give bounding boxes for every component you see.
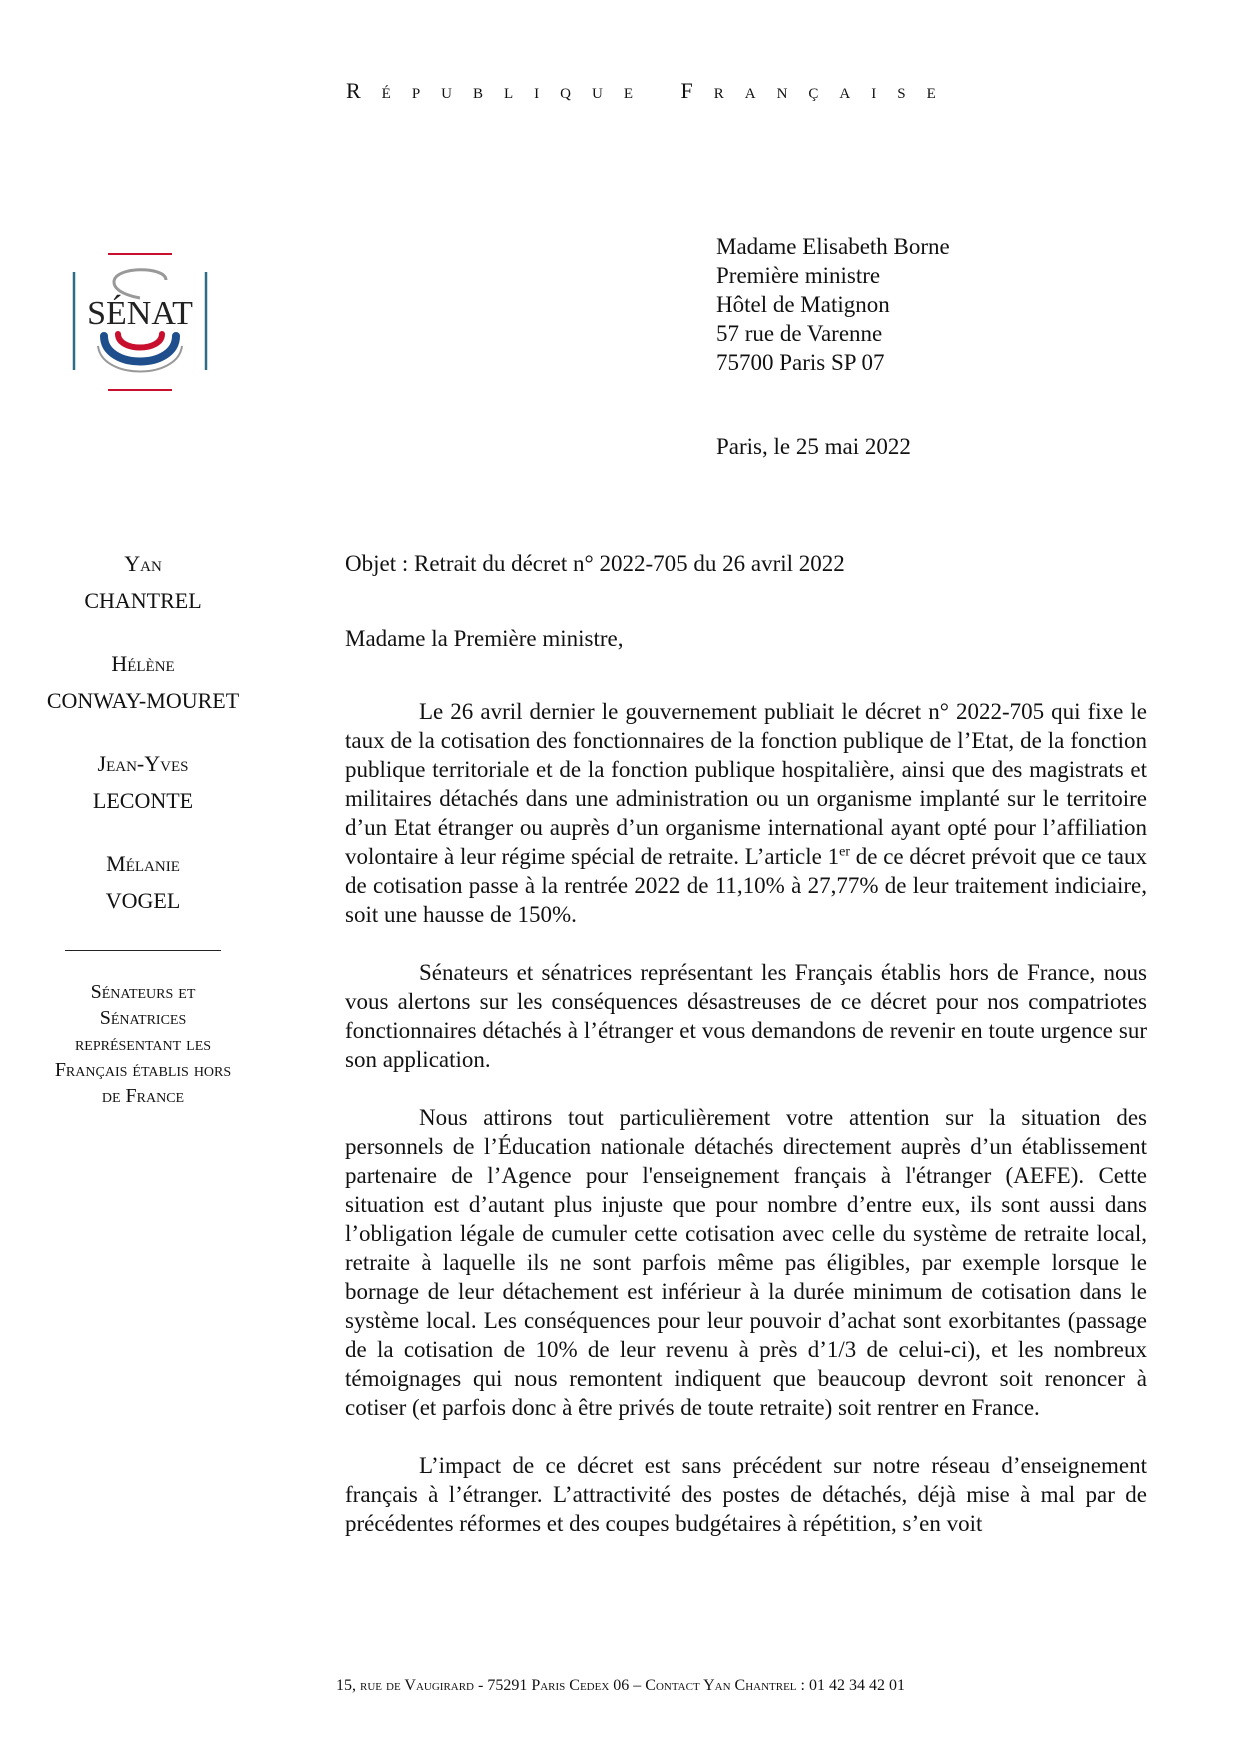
recipient-line: Première ministre: [716, 263, 881, 288]
paragraph-text: Le 26 avril dernier le gouvernement publiait le décret n° 2022-705 qui fixe le taux de la cotisation des fonctionnaires de la fonction publique de l’Etat, de la fonction publique territoriale et de la fonction publique hospitalière, ainsi que des magistrats et militaires détachés dans une administration ou un organisme implanté sur le territoire d’un Etat étranger ou auprès d’un organisme international ayant opté pour l’affiliation volontaire à leur régime spécial de retraite. L’article 1: [345, 699, 1147, 869]
letter-paragraph-1: [345, 697, 1147, 929]
senat-logo: [70, 252, 210, 392]
senator-first-name: Mélanie: [106, 851, 180, 876]
senator-last-name: CONWAY-MOURET: [46, 688, 240, 713]
letter-subject: Objet : Retrait du décret n° 2022-705 du 26 avril 2022: [345, 551, 845, 576]
senator-first-name: Hélène: [111, 651, 175, 676]
senator-first-name: Jean-Yves: [97, 751, 189, 776]
letter-date: Paris, le 25 mai 2022: [716, 434, 911, 459]
letter-paragraph-4: L’impact de ce décret est sans précédent sur notre réseau d’enseignement français à l’étranger. L’attractivité des postes de détachés, déjà mise à mal par de précédentes réformes et des coupes budgétaires à répétition, s’en voit: [345, 1453, 1147, 1536]
senator-entry: [28, 750, 258, 820]
senators-sidebar: [28, 550, 258, 1109]
letter-salutation: Madame la Première ministre,: [345, 626, 624, 651]
letter-body: [345, 549, 1147, 1567]
recipient-line: 57 rue de Varenne: [716, 321, 883, 346]
senator-first-name: Yan: [124, 551, 162, 576]
senat-logo-text: SÉNAT: [87, 295, 193, 332]
senator-last-name: VOGEL: [105, 888, 181, 913]
letterhead-title: République Française: [346, 78, 957, 103]
senator-entry: [28, 650, 258, 720]
recipient-line: 75700 Paris SP 07: [716, 350, 885, 375]
senators-group-label: Sénateurs et Sénatrices représentant les Français établis hors de France: [54, 981, 232, 1107]
senator-last-name: CHANTREL: [84, 588, 202, 613]
recipient-line: Hôtel de Matignon: [716, 292, 890, 317]
sidebar-divider: [65, 950, 221, 951]
senator-last-name: LECONTE: [92, 788, 194, 813]
senator-entry: [28, 850, 258, 920]
page-footer: 15, rue de Vaugirard - 75291 Paris Cedex 06 – Contact Yan Chantrel : 01 42 34 42 01: [336, 1677, 905, 1694]
paragraph-text: de ce décret prévoit que ce taux de cotisation passe à la rentrée 2022 de 11,10% à 27,77% de leur traitement indiciaire, soit une hausse de 150%.: [345, 844, 1147, 927]
letter-paragraph-3: Nous attirons tout particulièrement votre attention sur la situation des personnels de l’Éducation nationale détachés directement auprès d’un établissement partenaire de l’Agence pour l'enseignement français à l'étranger (AEFE). Cette situation est d’autant plus injuste que pour nombre d’entre eux, ils sont aussi dans l’obligation légale de cumuler cette cotisation avec celle du système de retraite local, retraite à laquelle ils ne sont parfois même pas éligibles, par exemple lorsque le bornage de leur détachement est inférieur à la durée minimum de cotisation dans le système local. Les conséquences pour leur pouvoir d’achat sont exorbitantes (passage de la cotisation de 10% de leur revenu à près d’1/3 de celui-ci), et les nombreux témoignages qui nous remontent indiquent que beaucoup devront soit renoncer à cotiser (et parfois donc à être privés de toute retraite) soit rentrer en France.: [345, 1105, 1147, 1420]
senator-entry: [28, 550, 258, 620]
recipient-address: [716, 232, 950, 377]
recipient-line: Madame Elisabeth Borne: [716, 234, 950, 259]
letter-paragraph-2: Sénateurs et sénatrices représentant les Français établis hors de France, nous vous alertons sur les conséquences désastreuses de ce décret pour nos compatriotes fonctionnaires détachés à l’étranger et vous demandons de revenir en toute urgence sur son application.: [345, 960, 1147, 1072]
ordinal-superscript: er: [839, 844, 850, 860]
